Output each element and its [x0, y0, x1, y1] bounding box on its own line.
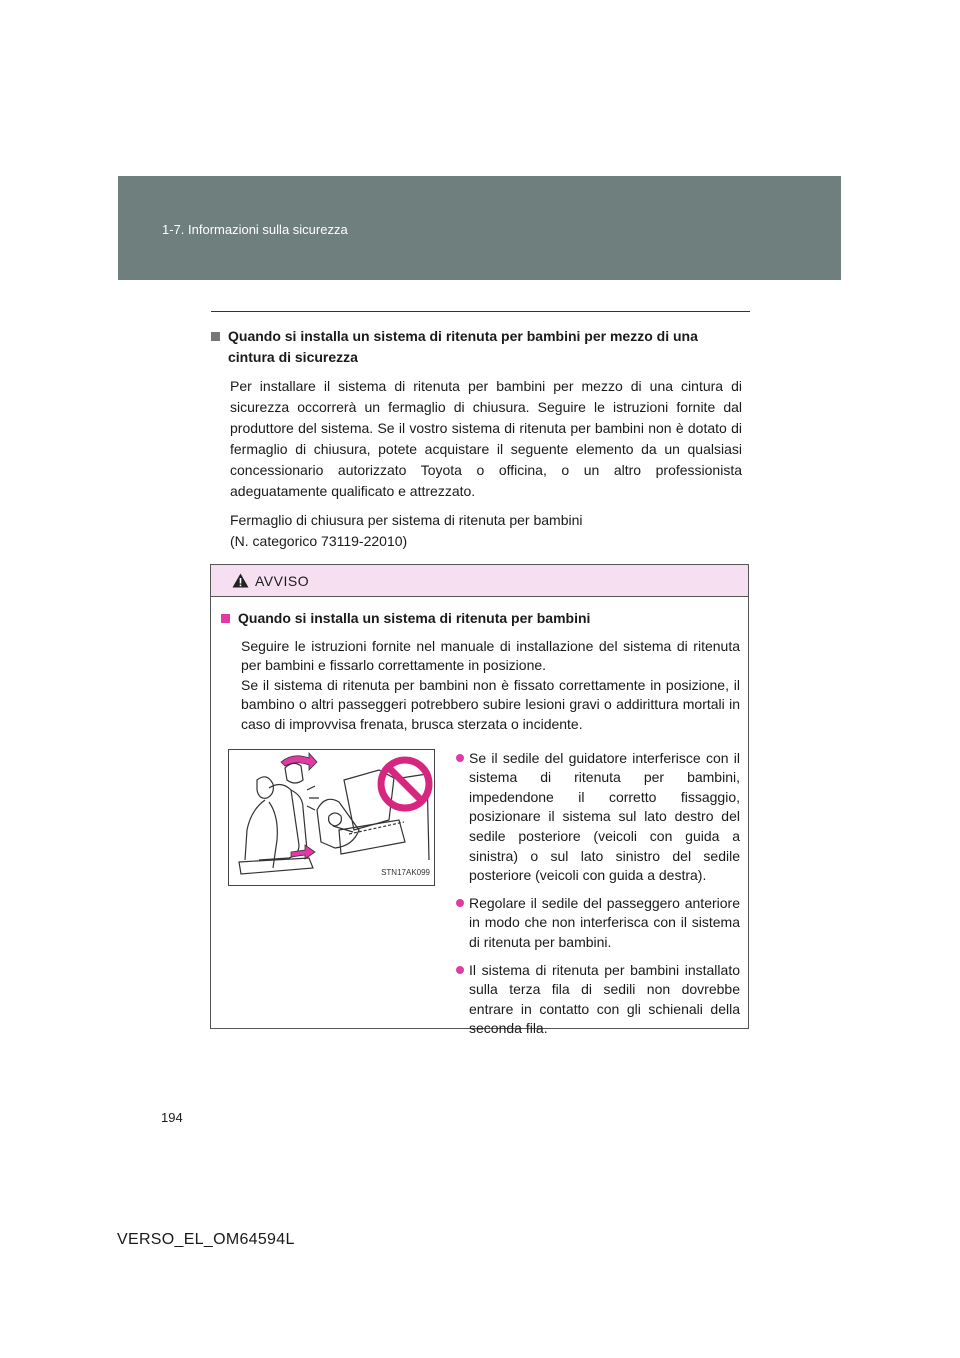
child-seat-illustration	[228, 749, 435, 886]
part-number-paragraph	[230, 510, 742, 552]
section-paragraph: Per installare il sistema di ritenuta per bambini per mezzo di una cintura di sicurezza occorrerà un fermaglio di chiusura. Seguire le istruzioni fornite dal produttore del sistema. Se il vostro sistema di ritenuta per bambini non è dotato di fermaglio di chiusura, potete acquistare il seguente elemento da un qualsiasi concessionario autorizzato Toyota o officina, o un altro professionista adeguatamente qualificato e attrezzato.	[230, 378, 742, 499]
warning-heading	[221, 609, 740, 629]
warning-lower	[228, 749, 740, 1047]
document-code: VERSO_EL_OM64594L	[117, 1231, 295, 1248]
warning-bullet-list	[456, 749, 740, 1047]
warning-title: AVVISO	[255, 572, 310, 589]
seatbelt-install-section	[211, 326, 742, 552]
list-item	[456, 961, 740, 1039]
section-heading-text: Quando si installa un sistema di ritenuta per bambini per mezzo di una cintura di sicurezza	[228, 328, 698, 365]
section-heading	[211, 326, 742, 368]
figure-code: STN17AK099	[381, 867, 430, 877]
warning-text	[241, 637, 740, 735]
bullet-text: Se il sedile del guidatore interferisce con il sistema di ritenuta per bambini, impedendone il corretto fissaggio, posizionare il sistema sul lato destro del sedile posteriore (veicoli con guida a sinistra) o sul lato sinistro del sedile posteriore (veicoli con guida a destra).	[469, 749, 740, 884]
top-rule	[211, 311, 750, 312]
warning-text-line2: Se il sistema di ritenuta per bambini non è fissato correttamente in posizione, il bambino o altri passeggeri potrebbero subire lesioni gravi o addirittura mortali in caso di improvvisa frenata, brusca sterzata o incidente.	[241, 676, 740, 732]
warning-text-line1: Seguire le istruzioni fornite nel manuale di installazione del sistema di ritenuta per bambini e fissarlo correttamente in posizione.	[241, 637, 740, 674]
list-item	[456, 749, 740, 886]
round-bullet-icon	[456, 966, 464, 974]
page-number: 194	[161, 1110, 183, 1125]
warning-body	[211, 597, 748, 1047]
warning-heading-text: Quando si installa un sistema di ritenuta per bambini	[238, 610, 591, 626]
part-number: (N. categorico 73119-22010)	[230, 533, 408, 549]
section-title: 1-7. Informazioni sulla sicurezza	[162, 222, 348, 237]
header-band	[118, 176, 841, 280]
warning-header	[211, 565, 748, 597]
part-name: Fermaglio di chiusura per sistema di ritenuta per bambini	[230, 512, 583, 528]
square-bullet-icon	[211, 332, 220, 341]
bullet-text: Il sistema di ritenuta per bambini installato sulla terza fila di sedili non dovrebbe entrare in contatto con gli schienali della seconda fila.	[469, 961, 740, 1037]
list-item	[456, 894, 740, 953]
square-bullet-icon	[221, 614, 230, 623]
bullet-text: Regolare il sedile del passeggero anteriore in modo che non interferisca con il sistema di ritenuta per bambini.	[469, 894, 740, 950]
round-bullet-icon	[456, 754, 464, 762]
round-bullet-icon	[456, 899, 464, 907]
warning-triangle-icon	[232, 573, 249, 588]
warning-box	[210, 564, 749, 1037]
